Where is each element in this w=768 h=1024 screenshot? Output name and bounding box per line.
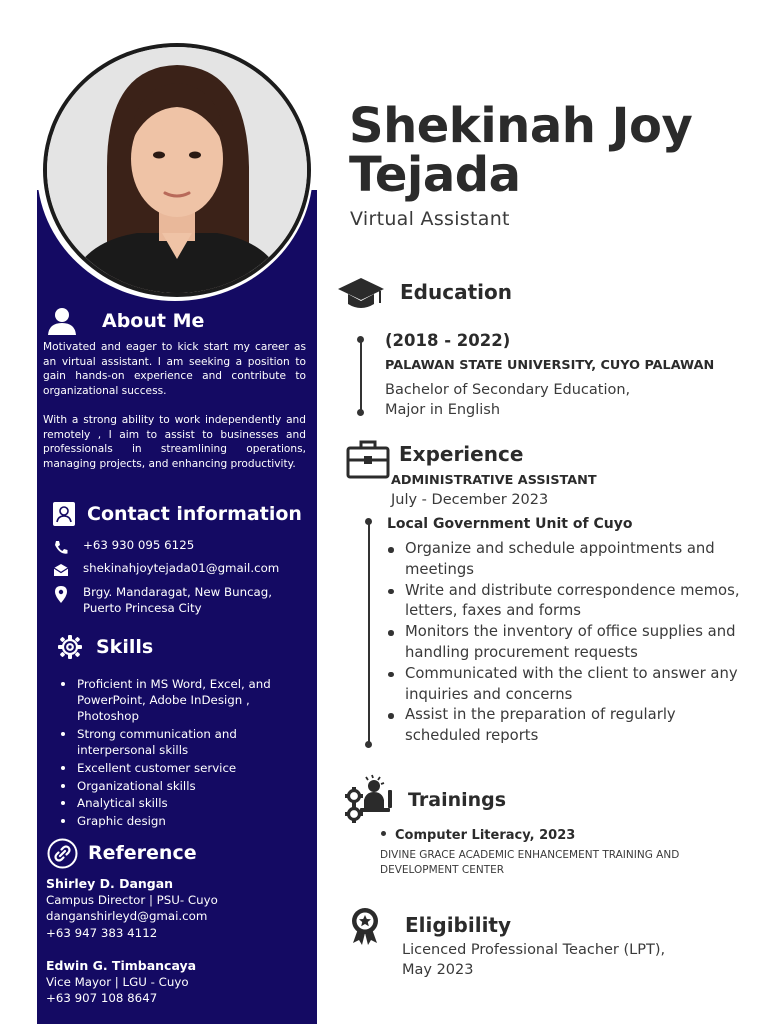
education-school: PALAWAN STATE UNIVERSITY, CUYO PALAWAN (385, 358, 715, 373)
trainings-title: Trainings (408, 789, 507, 811)
experience-dates: July - December 2023 (391, 492, 549, 508)
eligibility-title: Eligibility (405, 913, 512, 937)
profile-photo (43, 43, 311, 297)
skills-list (58, 676, 308, 831)
skill-item: Organizational skills (58, 778, 308, 794)
skill-item: Excellent customer service (58, 760, 308, 776)
degree-line-1: Bachelor of Secondary Education, (385, 382, 631, 398)
duty-item: Assist in the preparation of regularly scheduled reports (386, 705, 756, 747)
skills-title: Skills (96, 636, 154, 658)
reference-title: Reference (88, 842, 197, 864)
eligibility-text (402, 940, 732, 980)
experience-organization: Local Government Unit of Cuyo (387, 516, 633, 532)
timeline-dot (365, 741, 372, 748)
full-name (349, 98, 693, 203)
skill-item: Graphic design (58, 813, 308, 829)
about-me-heading (46, 305, 204, 337)
experience-title: Experience (399, 442, 524, 466)
reference-name: Edwin G. Timbancaya (46, 958, 197, 973)
job-title: Virtual Assistant (350, 208, 510, 230)
reference-2 (46, 958, 196, 1007)
graduation-cap-icon (337, 276, 385, 318)
eligibility-line-1: Licenced Professional Teacher (LPT), (402, 942, 666, 958)
duty-item: Write and distribute correspondence memos, letters, faxes and forms (386, 581, 756, 623)
education-title: Education (400, 280, 512, 304)
timeline-line (360, 340, 362, 412)
phone-icon (53, 539, 69, 555)
reference-phone: +63 947 383 4112 (46, 925, 158, 940)
address-line-2: Puerto Princesa City (83, 600, 202, 615)
reference-heading (46, 837, 197, 869)
contact-card-icon (51, 500, 77, 528)
degree-line-2: Major in English (385, 402, 501, 418)
skill-item: Proficient in MS Word, Excel, and PowerPoint, Adobe InDesign , Photoshop (58, 676, 308, 725)
timeline-line (368, 522, 370, 744)
reference-1 (46, 876, 218, 941)
skills-heading (56, 633, 153, 661)
email-text: shekinahjoytejada01@gmail.com (83, 561, 280, 575)
gear-icon (56, 633, 84, 661)
contact-phone[interactable] (53, 538, 194, 555)
training-icon (344, 774, 396, 828)
duty-item: Organize and schedule appointments and meetings (386, 539, 756, 581)
eligibility-line-2: May 2023 (402, 962, 474, 978)
about-me-paragraph-1: Motivated and eager to kick start my career as an virtual assistant. I am seeking a position to gain hands-on experience and contribute to organizational success. (43, 341, 306, 397)
reference-phone: +63 907 108 8647 (46, 991, 158, 1006)
training-item: Computer Literacy, 2023 (381, 828, 575, 843)
name-line-1: Shekinah Joy (349, 98, 693, 154)
about-me-paragraph-2: With a strong ability to work independently and remotely , I aim to assist to businesses and professionals in streamlining operations, managing projects, and enhancing productivity. (43, 414, 306, 470)
training-organization: DIVINE GRACE ACADEMIC ENHANCEMENT TRAINING AND DEVELOPMENT CENTER (380, 849, 680, 876)
briefcase-icon (346, 439, 390, 483)
education-years: (2018 - 2022) (385, 331, 511, 350)
contact-address (53, 585, 272, 616)
skill-item: Analytical skills (58, 795, 308, 811)
about-me-title: About Me (102, 310, 205, 332)
contact-heading (51, 500, 302, 528)
experience-role: ADMINISTRATIVE ASSISTANT (391, 473, 597, 488)
name-line-2: Tejada (349, 147, 521, 203)
reference-position: Campus Director | PSU- Cuyo (46, 893, 218, 908)
contact-email[interactable] (53, 561, 279, 578)
reference-email[interactable]: danganshirleyd@gmai.com (46, 909, 208, 924)
education-degree (385, 380, 715, 420)
reference-position: Vice Mayor | LGU - Cuyo (46, 975, 189, 990)
skill-item: Strong communication and interpersonal skills (58, 726, 308, 758)
experience-duties (386, 539, 756, 747)
duty-item: Communicated with the client to answer any inquiries and concerns (386, 664, 756, 706)
address-line-1: Brgy. Mandaragat, New Buncag, (83, 585, 273, 599)
envelope-icon (53, 562, 69, 578)
contact-title: Contact information (87, 503, 302, 525)
duty-item: Monitors the inventory of office supplies and handling procurement requests (386, 622, 756, 664)
timeline-dot (357, 409, 364, 416)
location-pin-icon (53, 586, 69, 602)
link-icon (46, 837, 78, 869)
phone-text: +63 930 095 6125 (83, 538, 195, 552)
person-icon (46, 305, 78, 337)
award-medal-icon (349, 907, 381, 949)
reference-name: Shirley D. Dangan (46, 876, 174, 891)
